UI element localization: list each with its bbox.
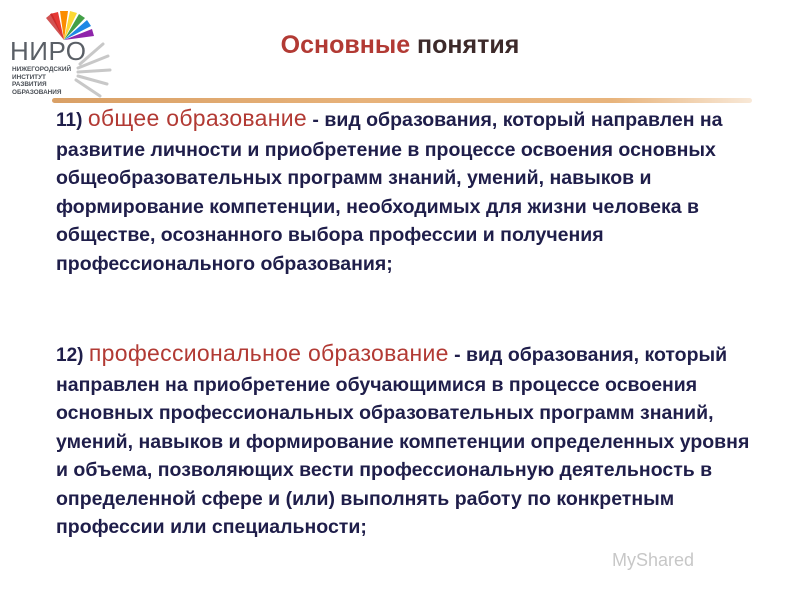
definition-number: 11): [56, 110, 83, 131]
definition-number: 12): [56, 345, 84, 366]
page-title: [0, 31, 800, 60]
title-rest: понятия: [410, 31, 520, 59]
definition-term: профессиональное образование: [88, 340, 449, 366]
definition-text: - вид образования, который направлен на приобретение обучающимися в процессе освоения основных профессиональных образовательных программ знаний, умений, навыков и формирование компетенции определенных уровня и объема, позволяющих вести профессиональную деятельность в определенной сфере и (или) выполнять работу по конкретным профессии или специальности;: [56, 344, 750, 538]
definition-term: общее образование: [87, 105, 308, 131]
definition-professional-education: [56, 339, 766, 542]
title-divider: [52, 98, 752, 103]
definition-text: - вид образования, который направлен на развитие личности и приобретение в процессе освоения основных общеобразовательных программ знаний, умений, навыков и формирование компетенции, необходимых для жизни человека в обществе, осознанного выбора профессии и получения профессионального образования;: [56, 109, 723, 275]
definition-general-education: [56, 104, 766, 278]
title-accent: Основные: [280, 31, 411, 59]
logo-subtitle: НИЖЕГОРОДСКИЙ ИНСТИТУТ РАЗВИТИЯ ОБРАЗОВАНИЯ: [12, 66, 72, 96]
logo-name: НИРО: [10, 36, 87, 66]
watermark: MyShared: [612, 550, 695, 570]
